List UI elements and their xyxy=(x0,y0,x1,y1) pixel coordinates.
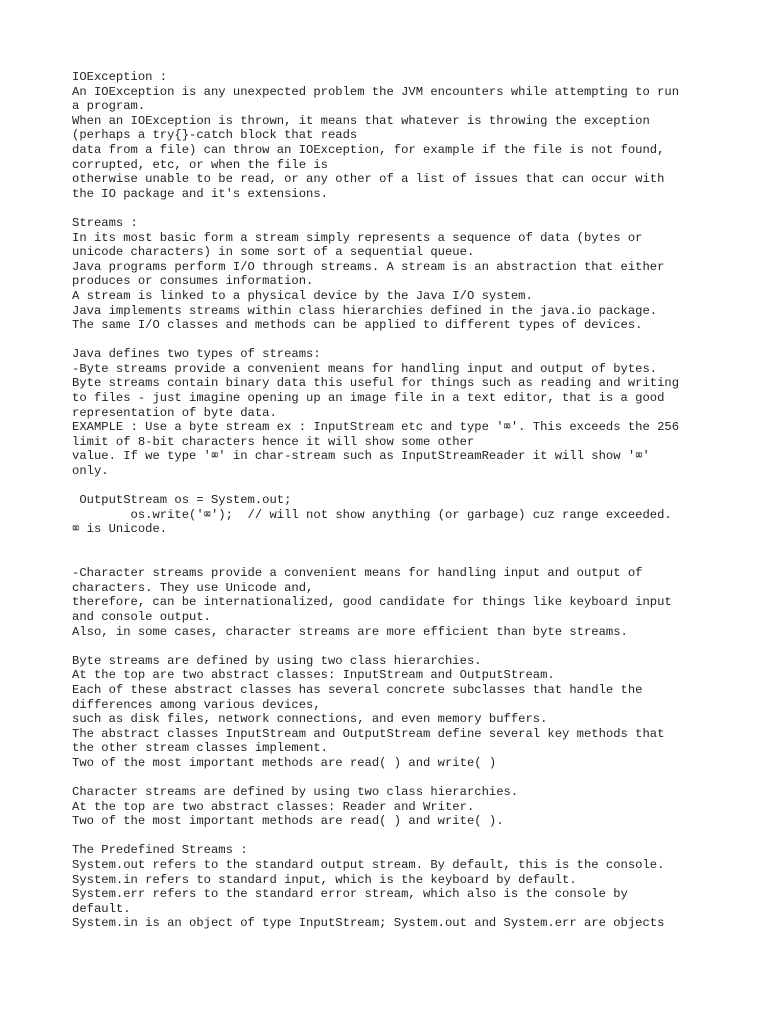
text-line: os.write('⌧'); // will not show anything (or garbage) cuz range exceeded. xyxy=(72,507,672,522)
text-line: corrupted, etc, or when the file is xyxy=(72,157,328,172)
text-line: Java implements streams within class hierarchies defined in the java.io package. xyxy=(72,303,658,318)
text-line: data from a file) can throw an IOException, for example if the file is not found, xyxy=(72,142,665,157)
text-line: Two of the most important methods are read( ) and write( ). xyxy=(72,814,504,829)
text-line: differences among various devices, xyxy=(72,697,321,712)
text-line: In its most basic form a stream simply represents a sequence of data (bytes or xyxy=(72,230,643,245)
text-line: IOException : xyxy=(72,70,168,84)
text-line: to files - just imagine opening up an image file in a text editor, that is a good xyxy=(72,391,665,406)
text-line: System.in refers to standard input, which is the keyboard by default. xyxy=(72,872,577,887)
blank-line xyxy=(72,479,712,494)
blank-line xyxy=(72,333,712,348)
text-line: The same I/O classes and methods can be applied to different types of devices. xyxy=(72,318,643,333)
text-line: Character streams are defined by using two class hierarchies. xyxy=(72,785,519,800)
text-line: EXAMPLE : Use a byte stream ex : InputStream etc and type '⌧'. This exceeds the 256 xyxy=(72,420,680,435)
blank-line xyxy=(72,829,712,844)
blank-line xyxy=(72,771,712,786)
text-line: such as disk files, network connections, and even memory buffers. xyxy=(72,712,548,727)
text-line: System.in is an object of type InputStream; System.out and System.err are objects xyxy=(72,916,665,931)
text-line: When an IOException is thrown, it means that whatever is throwing the exception xyxy=(72,113,650,128)
text-line: unicode characters) in some sort of a sequential queue. xyxy=(72,245,475,260)
text-line: the IO package and it's extensions. xyxy=(72,186,328,201)
blank-line xyxy=(72,639,712,654)
text-line: ⌧ is Unicode. xyxy=(72,522,168,537)
text-line: -Byte streams provide a convenient means for handling input and output of bytes. xyxy=(72,361,658,376)
text-line: Byte streams contain binary data this useful for things such as reading and writing xyxy=(72,376,680,391)
text-line: OutputStream os = System.out; xyxy=(72,493,292,508)
text-line: otherwise unable to be read, or any other of a list of issues that can occur with xyxy=(72,172,665,187)
text-line: The Predefined Streams : xyxy=(72,843,248,858)
text-line: a program. xyxy=(72,99,146,114)
blank-line xyxy=(72,552,712,567)
text-line: representation of byte data. xyxy=(72,405,277,420)
text-line: Java defines two types of streams: xyxy=(72,347,321,362)
text-line: Also, in some cases, character streams are more efficient than byte streams. xyxy=(72,624,628,639)
text-line: limit of 8-bit characters hence it will show some other xyxy=(72,434,475,449)
text-line: produces or consumes information. xyxy=(72,274,314,289)
text-line: System.err refers to the standard error stream, which also is the console by xyxy=(72,887,628,902)
text-line: characters. They use Unicode and, xyxy=(72,580,314,595)
text-line: Streams : xyxy=(72,215,138,230)
text-line: the other stream classes implement. xyxy=(72,741,328,756)
text-line: Java programs perform I/O through streams. A stream is an abstraction that either xyxy=(72,259,665,274)
text-line: At the top are two abstract classes: Reader and Writer. xyxy=(72,799,475,814)
text-line: default. xyxy=(72,901,131,916)
document-page xyxy=(72,70,712,931)
text-line: Each of these abstract classes has several concrete subclasses that handle the xyxy=(72,682,643,697)
text-line: Byte streams are defined by using two class hierarchies. xyxy=(72,653,482,668)
text-line: Two of the most important methods are read( ) and write( ) xyxy=(72,755,497,770)
text-line: (perhaps a try{}-catch block that reads xyxy=(72,128,358,143)
text-line: -Character streams provide a convenient means for handling input and output of xyxy=(72,566,643,581)
blank-line xyxy=(72,201,712,216)
text-line: An IOException is any unexpected problem the JVM encounters while attempting to run xyxy=(72,84,680,99)
text-line: A stream is linked to a physical device by the Java I/O system. xyxy=(72,288,533,303)
text-line: At the top are two abstract classes: InputStream and OutputStream. xyxy=(72,668,555,683)
text-line: and console output. xyxy=(72,609,211,624)
text-line: System.out refers to the standard output stream. By default, this is the console. xyxy=(72,858,665,873)
text-line: therefore, can be internationalized, good candidate for things like keyboard input xyxy=(72,595,672,610)
text-line: The abstract classes InputStream and OutputStream define several key methods that xyxy=(72,726,665,741)
text-line: value. If we type '⌧' in char-stream such as InputStreamReader it will show '⌧' xyxy=(72,449,650,464)
blank-line xyxy=(72,537,712,552)
text-line: only. xyxy=(72,464,109,479)
